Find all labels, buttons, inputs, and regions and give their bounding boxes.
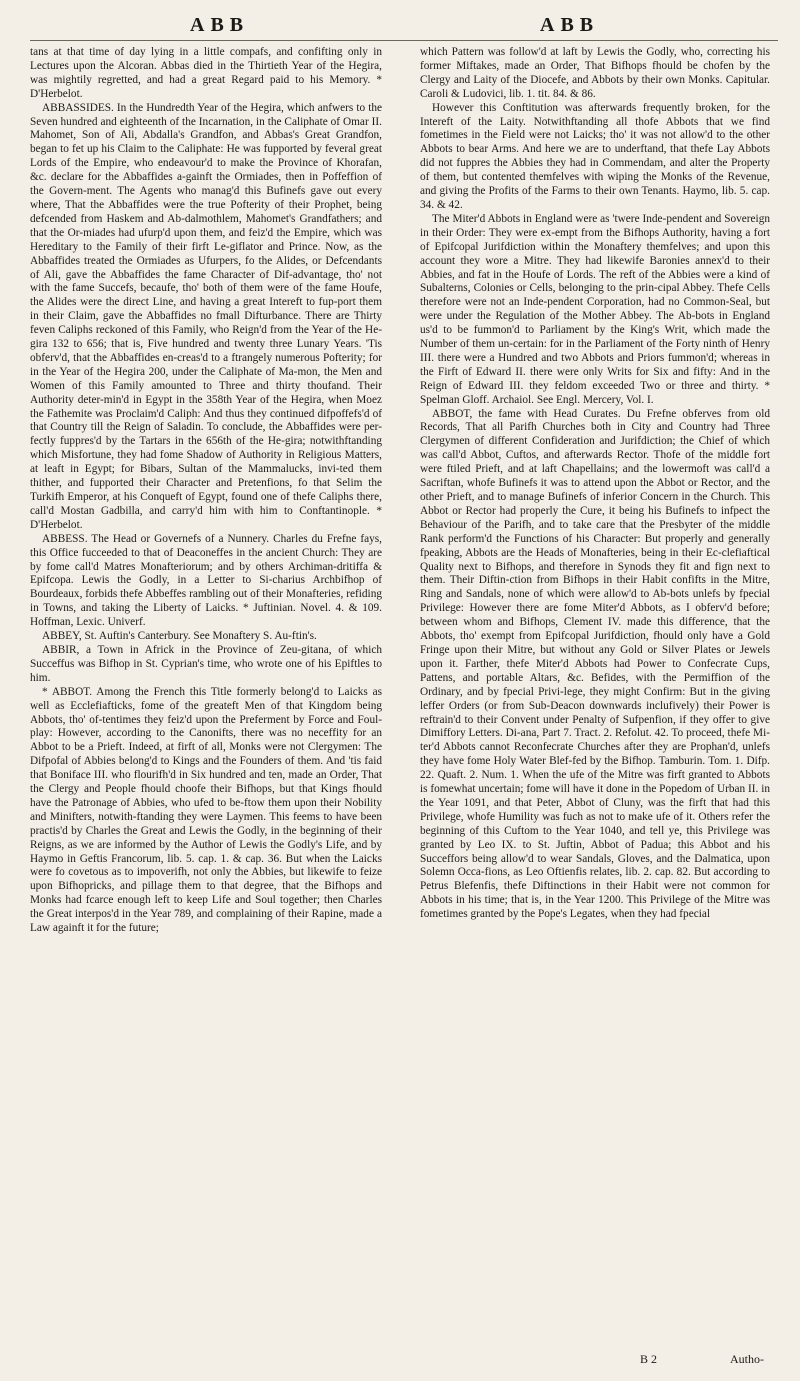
signature-mark: B 2 (640, 1352, 658, 1366)
entry-abbassides: ABBASSIDES. In the Hundredth Year of the Hegira, which anfwers to the Seven hundred and eighteenth of the Incarnation, in the Caliphate of Omar II. Mahomet, Son of Ali, Abdalla's Grandfon, and Abbas's Great Grandfon, began to fet up his Claim to the Caliphate: He was fupported by feveral great Lords of the Empire, who endeavour'd to make the Province of Khorafan, &c. declare for the Abbaffides a-gainft the Ormiades, then in Poffeffion of the Govern-ment. The Agents who manag'd this Bufinefs gave out every where, That the Abbaffides were the true Pofterity of their Prophet, being defcended from Haskem and Ab-dalmothlem, Mahomet's Grandfathers; and that the Or-miades had ufurp'd upon them, and feiz'd the Empire, which was Hereditary to the Family of their firft Le-giflator and Prince. Now, as the Abbaffides treated the Ormiades as Ufurpers, fo the Alides, or Defcendants of Ali, gave the Abbaffides the fame Character of Dif-advantage, tho' not with the fame Succefs, becaufe, tho' both of them were of the fame Houfe, the Alides were the direct Line, and having a great Intereft to fup-port them in their Claim, gave the Abbaffides no fmall Difturbance. There are Thirty feven Caliphs reckoned of this Family, who Reign'd from the Year of the He-gira 132 to 656; that is, Five hundred and twenty three Lunary Years. 'Tis obferv'd, that the Abbaffides en-creas'd to a ftrangely numerous Pofterity; for in the Year of the Hegira 200, under the Caliphate of Ma-mon, the Men and Women of this Family amounted to Three and thirty thoufand. Their Authority deter-min'd in Egypt in the 358th Year of the Hegira, when Moez the Fathemite was Proclaim'd Caliph: And thus they continued difpoffefs'd of that Country till the Reign of Saladin. To conclude, the Abbaffides were per-fectly fuppres'd by the Tartars in the 656th of the He-gira; notwithftanding which Misfortune, they had fome Shadow of Authority in Religious Matters, at leaft in Egypt; for Bibars, Sultan of the Mammalucks, invi-ted them thither, and fupported their Character and Pretenfions, fo that Selim the Turkifh Emperor, at his Conqueft of Egypt, found one of thefe Caliphs there, call'd Mostan Gadbilla, and carry'd him with him to Conftantinople. * D'Herbelot. (30, 101, 382, 531)
right-column (420, 46, 770, 922)
entry-abbess: ABBESS. The Head or Governefs of a Nunnery. Charles du Frefne fays, this Office fucceeded to that of Deaconeffes in the ancient Church: They are by fome call'd Matres Monafteriorum; and by others Archiman-dritiffa & Epifcopa. Lewis the Godly, in a Letter to Si-charius Archbifhop of Bourdeaux, forbids thefe Abbeffes rambling out of their Monafteries, refiding in Towns, and taking the Liberty of Laicks. * Juftinian. Novel. 4. & 109. Hoffman, Lexic. Univerf. (30, 532, 382, 629)
entry-abbot-curates: ABBOT, the fame with Head Curates. Du Frefne obferves from old Records, That all Parifh Churches both in City and Country had Three Clergymen of different Confideration and Jurifdiction; the Chief of which was call'd Abbot, Cuftos, and afterwards Rector. Thofe of the middle fort were ftiled Prieft, and at laft Chapellains; and the lowermoft was call'd a Sacriftan, whofe Bufinefs it was to attend upon the Abbot or Rector, and the other Prieft, and to manage Bufinefs of inferior Concern in the Church. This Abbot or Rector had properly the Cure, it being his Bufinefs to infpect the Behaviour of the Parifh, and to take care that the Presbyter of the middle Rank perform'd the Functions of his Character: But properly and generally fpeaking, Abbots are the Heads of Monafteries, being in their Ec-clefiaftical Quality next to Bifhops, and therefore in Synods they fit and fign next to them. Their Diftin-ction from Bifhops in their Habit confifts in the Mitre, Ring and Sandals, none of which were allow'd to Ab-bots unlefs by fpecial Privilege: However there are fome Miter'd Abbots, as I obferv'd before; between whom and Bifhops, Clement IV. made this difference, that the Abbots, tho' exempt from Epifcopal Jurifdiction, fhould only have a Gold Fringe upon their Mitre, but without any Gold or Silver Plates or Jewels upon it. Farther, thefe Miter'd Abbots had Power to Confecrate Cups, Pattens, and portable Altars, &c. Befides, with the Permiffion of the Ordinary, and by fpecial Privi-lege, they might Confirm: But in the giving leffer Orders (or from Sub-Deacon downwards inclufively) their Power is reftrain'd to their Convent under Penalty of Sufpenfion, if they offer to give Dimiffory Letters. Di-ana, Part 7. Tract. 2. Refolut. 42. To proceed, thefe Mi-ter'd Abbots cannot Reconfecrate Churches after they are Prophan'd, unlefs they have fome Holy Water Blef-fed by the Bifhop. Tamburin. Tom. 1. Difp. 22. Quaft. 2. Num. 1. When the ufe of the Mitre was firft granted to Abbots is fomewhat uncertain; fome will have it done in the Popedom of Urban II. in the Year 1091, and that Peter, Abbot of Cluny, was the firft that had this Privilege, whofe Humility was fuch as not to make ufe of it. Others refer the beginning of this Cuftom to the Year 1040, and tell ye, this Privilege was granted by Leo IX. to St. Juftin, Abbot of Padua; this Abbot and his Succeffors being allow'd to wear Sandals, Gloves, and the Dalmatica, upon Solemn Occa-fions, as Leo Oftienfis relates, lib. 2. cap. 82. But according to Petrus Blefenfis, thefe Diftinctions in their Habit were not common for Abbots in his time; that is, in the Year 1200. This Privilege of the Mitre was fometimes granted by the Pope's Legates, when they had fpecial (420, 407, 770, 921)
entry-abbir: ABBIR, a Town in Africk in the Province of Zeu-gitana, of which Succeffus was Bifhop in St. Cyprian's time, who wrote one of his Epiftles to him. (30, 643, 382, 684)
entry-mitred-abbots: The Miter'd Abbots in England were as 'twere Inde-pendent and Sovereign in their Order: They were ex-empt from the Bifhops Authority, having a fort of Epifcopal Jurifdiction within the Monaftery themfelves; and upon this account they wore a Mitre. They had likewife Baronies annex'd to their Abbies, and fat in the Houfe of Lords. The reft of the Abbies were a kind of Subalterns, Colonies or Cells, belonging to the prin-cipal Abbey. Thefe Cells therefore were not an Inde-pendent Corporation, had no Common-Seal, but were under the Regulation of the Mother Abbey. The Ab-bots in England us'd to be fummon'd to Parliament by the King's Writ, which made the Number of them un-certain: for in the Parliament of the Forty ninth of Henry III. there were a Hundred and two Abbots and Priors fummon'd; whereas in the Firft of Edward II. there were only Writs for Six and fifty: And in the Reign of Edward III. they feldom exceeded Two or three and thirty. * Spelman Gloff. Archaiol. See Engl. Mercery, Vol. I. (420, 212, 770, 406)
entry-abbey: ABBEY, St. Auftin's Canterbury. See Monaftery S. Au-ftin's. (42, 630, 317, 643)
entry-paragraph: which Pattern was follow'd at laft by Lewis the Godly, who, correcting his former Miftakes, made an Order, That Bifhops fhould be chofen by the Clergy and Laity of the Diocefe, and Abbots by their own Monks. Capitular. Caroli & Ludovici, lib. 1. tit. 84. & 86. (420, 46, 770, 100)
catchword: Autho- (730, 1352, 764, 1366)
entry-paragraph: tans at that time of day lying in a little compafs, and confifting only in Lectures upon the Alcoran. Abbas died in the Thirtieth Year of the Hegira, was mightily regretted, and had a great Regard paid to his Memory. * D'Herbelot. (30, 46, 382, 100)
header-rule (30, 40, 778, 41)
left-column (30, 46, 382, 936)
entry-abbot: * ABBOT. Among the French this Title formerly belong'd to Laicks as well as Ecclefiafticks, fome of the greateft Men of that Kingdom being Abbots, tho' of-tentimes they feiz'd upon the Preferment by Force and Foul-play: However, according to the Canonifts, there was no neceffity for an Abbot to be a Prieft. Indeed, at firft of all, Monks were not Clergymen: The Difpofal of Abbies belong'd to Kings and the Founders of them. And 'tis faid that Boniface III. who flourifh'd in Six hundred and ten, made an Order, That the Clergy and People fhould choofe their Bifhops, but that Kings fhould have the Patronage of Abbies, who ufed to be-ftow them upon their Nobility and Minifters, notwith-ftanding they were Laymen. This feems to have been practis'd by Charles the Great and Lewis the Godly, in the beginning of their Reigns, as we are informed by the Author of Lewis the Godly's Life, and by Haymo in Geftis Francorum, lib. 5. cap. 1. & cap. 36. But when the Laicks were fo covetous as to impoverifh, not only the Abbies, but likewife to feize upon Bifhopricks, and pillage them to that degree, that the Bifhops and Monks had fcarce enough left to keep Life and Soul together; then Charles the Great interpos'd in the Year 789, and complaining of their Rapine, made a Law againft it for the future; (30, 685, 382, 935)
running-head-left: ABB (190, 14, 250, 36)
running-head (0, 14, 800, 38)
running-head-right: ABB (540, 14, 600, 36)
entry-paragraph: However this Conftitution was afterwards frequently broken, for the Intereft of the Laity. Notwithftanding all thofe Abbots that we find fometimes in the Field were not Laicks; tho' it was not allow'd to the other Abbots to bear Arms. And here we are to underftand, that thefe Lay Abbots did not fuppres the Abbies they had in Commendam, and alter the Property of them, but contented themfelves with wiping the Monks of the Revenue, and giving the Profits of the Farms to their own Tenants. Haymo, lib. 5. cap. 34. & 42. (420, 101, 770, 211)
